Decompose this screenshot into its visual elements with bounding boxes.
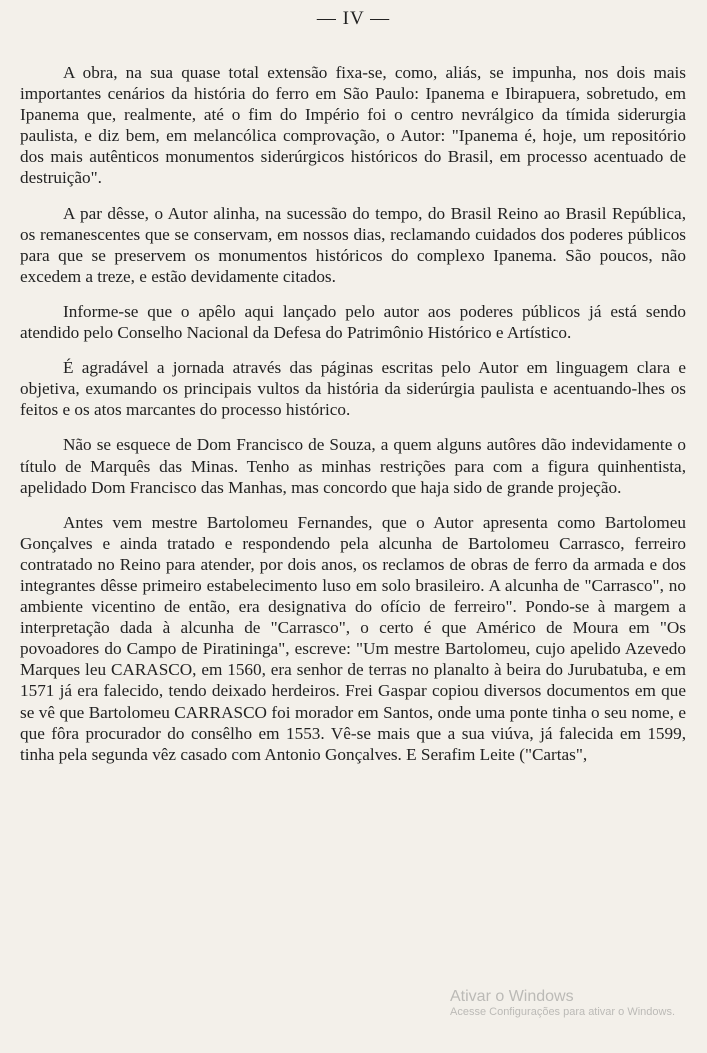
paragraph-4: É agradável a jornada através das páginas escritas pelo Autor em linguagem clara e objetiva, exumando os principais vultos da história da siderúrgia paulista e acentuando-lhes os feitos e os atos marcantes do processo histórico.: [20, 358, 686, 420]
paragraph-2: A par dêsse, o Autor alinha, na sucessão do tempo, do Brasil Reino ao Brasil República, os remanescentes que se conservam, em nossos dias, reclamando cuidados dos poderes públicos para que se preservem os monumentos históricos do complexo Ipanema. São poucos, não excedem a treze, e estão devidamente citados.: [20, 203, 686, 286]
watermark-title: Ativar o Windows: [450, 988, 574, 1005]
body-text: [20, 62, 686, 779]
windows-activation-watermark: [450, 988, 700, 1019]
paragraph-6: Antes vem mestre Bartolomeu Fernandes, que o Autor apresenta como Bartolomeu Gonçalves e ainda tratado e respondendo pela alcunha de Bartolomeu Carrasco, ferreiro contratado no Reino para atender, por dois anos, os reclamos de obras de ferro da armada e dos integrantes dêsse primeiro estabelecimento luso em solo brasileiro. A alcunha de "Carrasco", no ambiente vicentino de então, era designativa do ofício de ferreiro". Pondo-se à margem a interpretação dada à alcunha de "Carrasco", o certo é que Américo de Moura em "Os povoadores do Campo de Piratininga", escreve: "Um mestre Bartolomeu, cujo apelido Azevedo Marques leu CARASCO, em 1560, era senhor de terras no planalto à beira do Jurubatuba, e em 1571 já era falecido, tendo deixado herdeiros. Frei Gaspar copiou diversos documentos em que se vê que Bartolomeu CARRASCO foi morador em Santos, onde uma ponte tinha o seu nome, e que fôra procurador do consêlho em 1553. Vê-se mais que a sua viúva, já falecida em 1599, tinha pela segunda vêz casado com Antonio Gonçalves. E Serafim Leite ("Cartas",: [20, 512, 686, 764]
paragraph-3: Informe-se que o apêlo aqui lançado pelo autor aos poderes públicos já está sendo atendido pelo Conselho Nacional da Defesa do Patrimônio Histórico e Artístico.: [20, 301, 686, 343]
paragraph-1: A obra, na sua quase total extensão fixa-se, como, aliás, se impunha, nos dois mais importantes cenários da história do ferro em São Paulo: Ipanema e Ibirapuera, sobretudo, em Ipanema que, realmente, até o fim do Império foi o centro nevrálgico da tímida siderurgia paulista, e diz bem, em melancólica comprovação, o Autor: "Ipanema é, hoje, um repositório dos mais autênticos monumentos siderúrgicos históricos do Brasil, em processo acentuado de destruição".: [20, 63, 686, 188]
paragraph-5: Não se esquece de Dom Francisco de Souza, a quem alguns autôres dão indevidamente o título de Marquês das Minas. Tenho as minhas restrições para com a figura quinhentista, apelidado Dom Francisco das Manhas, mas concordo que haja sido de grande projeção.: [20, 435, 686, 497]
watermark-subtitle: Acesse Configurações para ativar o Windows.: [450, 1006, 675, 1018]
page-number: — IV —: [316, 8, 391, 29]
